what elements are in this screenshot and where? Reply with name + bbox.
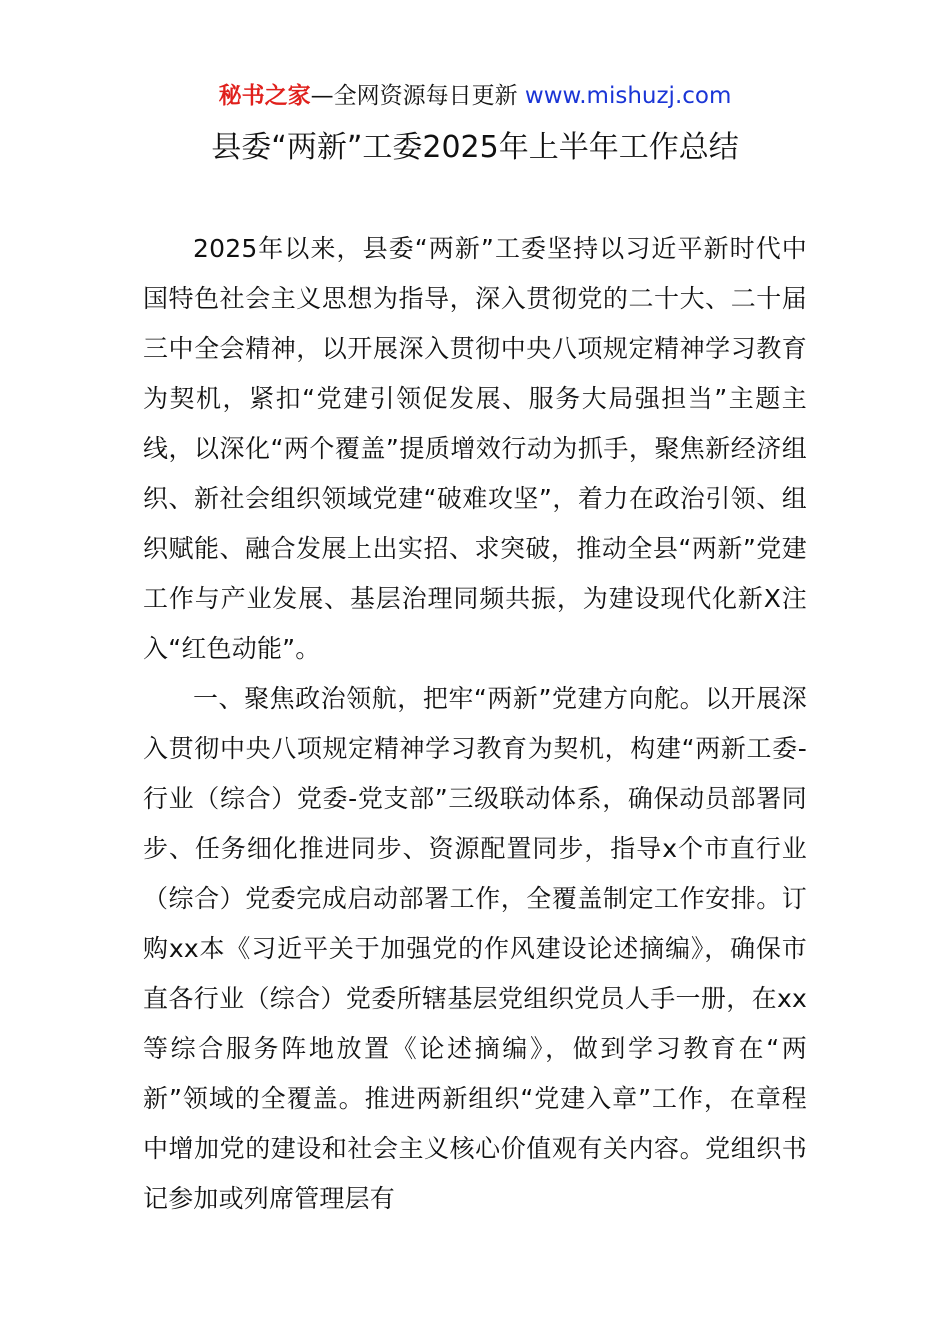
site-tagline: —全网资源每日更新 <box>310 83 518 109</box>
document-title: 县委“两新”工委2025年上半年工作总结 <box>211 130 739 165</box>
paragraph-section-one: 一、聚焦政治领航，把牢“两新”党建方向舵。以开展深入贯彻中央八项规定精神学习教育为契机，构建“两新工委-行业（综合）党委-党支部”三级联动体系，确保动员部署同步、任务细化推进同步、资源配置同步，指导x个市直行业（综合）党委完成启动部署工作，全覆盖制定工作安排。订购xx本《习近平关于加强党的作风建设论述摘编》，确保市直各行业（综合）党委所辖基层党组织党员人手一册，在xx等综合服务阵地放置《论述摘编》，做到学习教育在“两新”领域的全覆盖。推进两新组织“党建入章”工作，在章程中增加党的建设和社会主义核心价值观有关内容。党组织书记参加或列席管理层有 <box>143 684 807 1213</box>
site-header <box>0 80 950 112</box>
site-url[interactable]: www.mishuzj.com <box>524 83 732 109</box>
paragraph-intro: 2025年以来，县委“两新”工委坚持以习近平新时代中国特色社会主义思想为指导，深入贯彻党的二十大、二十届三中全会精神，以开展深入贯彻中央八项规定精神学习教育为契机，紧扣“党建引领促发展、服务大局强担当”主题主线，以深化“两个覆盖”提质增效行动为抓手，聚焦新经济组织、新社会组织领域党建“破难攻坚”，着力在政治引领、组织赋能、融合发展上出实招、求突破，推动全县“两新”党建工作与产业发展、基层治理同频共振，为建设现代化新X注入“红色动能”。 <box>143 234 807 663</box>
site-brand: 秘书之家 <box>218 83 311 109</box>
document-body <box>143 224 807 1224</box>
